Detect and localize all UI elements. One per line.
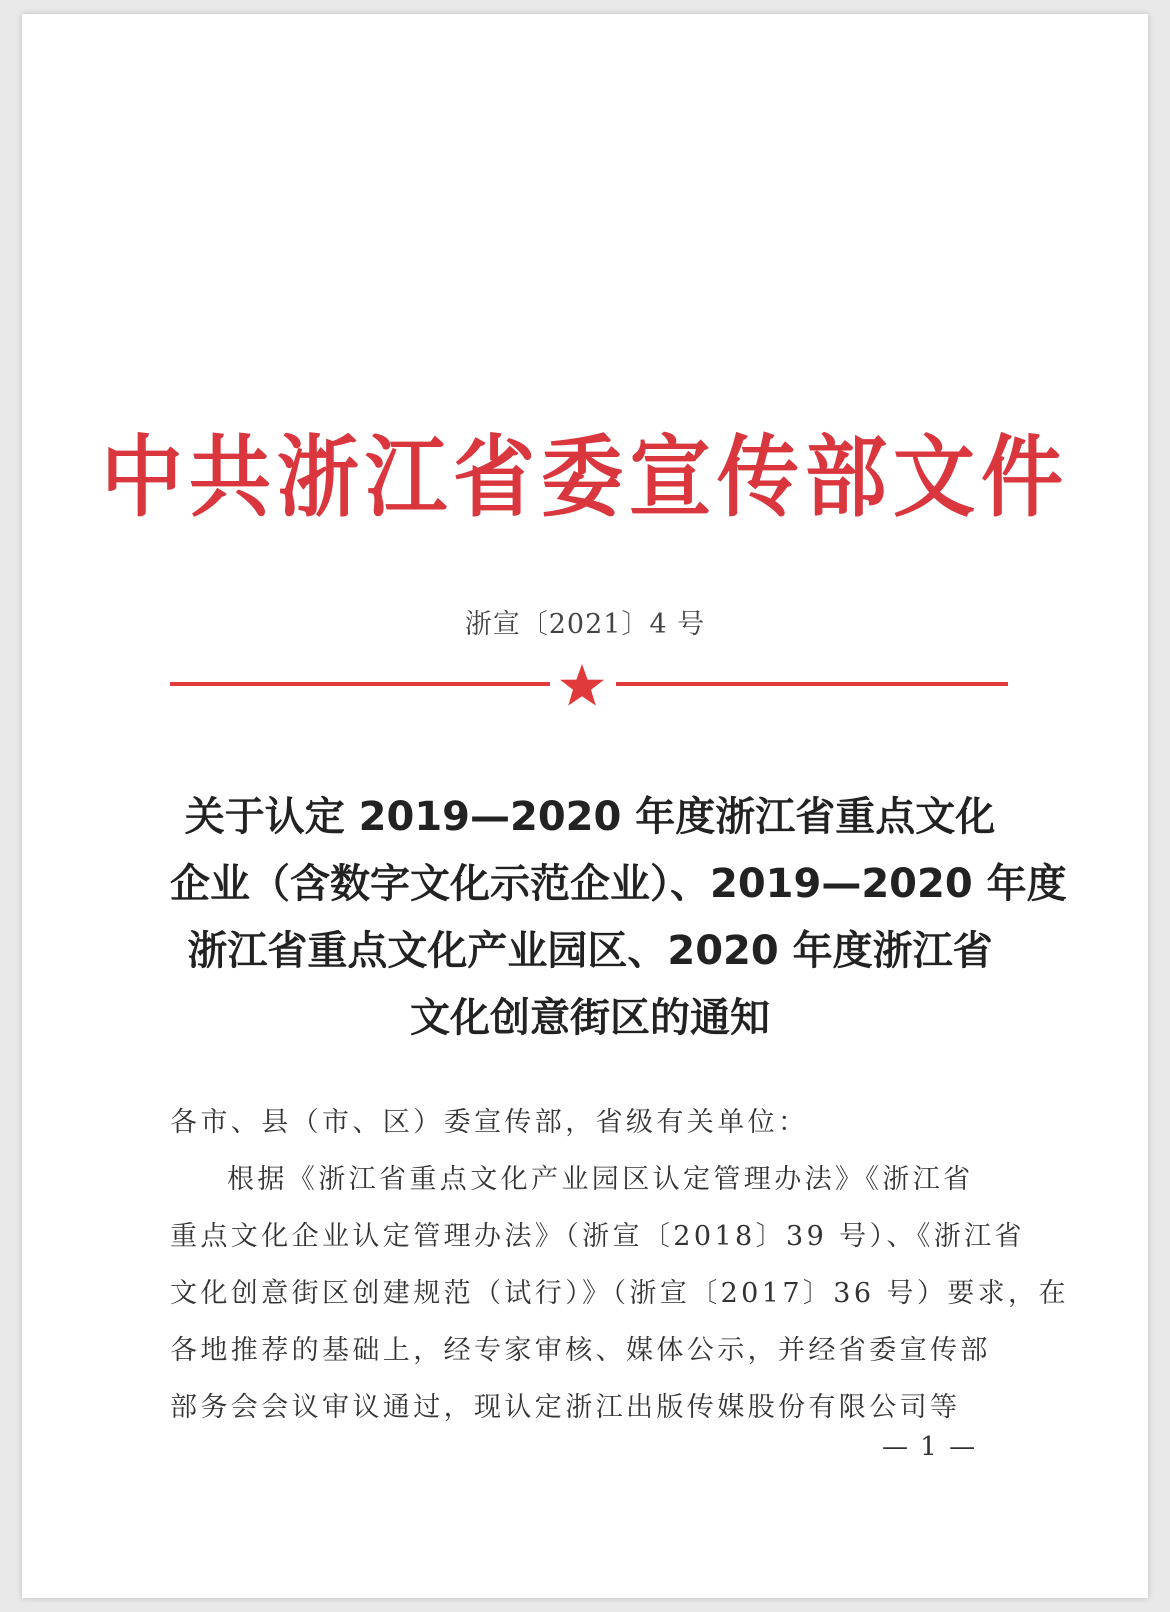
body-line: 文化创意街区创建规范（试行）》（浙宣〔2017〕36 号）要求，在 bbox=[170, 1278, 1069, 1309]
notice-body bbox=[170, 1094, 1069, 1436]
document-page bbox=[22, 14, 1148, 1598]
notice-title-line: 关于认定 2019—2020 年度浙江省重点文化 bbox=[184, 794, 996, 840]
notice-title bbox=[170, 784, 1067, 1052]
body-line: 各地推荐的基础上，经专家审核、媒体公示，并经省委宣传部 bbox=[170, 1335, 991, 1366]
red-divider-right bbox=[616, 682, 1008, 686]
red-divider-left bbox=[170, 682, 550, 686]
salutation: 各市、县（市、区）委宣传部，省级有关单位： bbox=[170, 1107, 809, 1138]
body-line: 部务会会议审议通过，现认定浙江出版传媒股份有限公司等 bbox=[170, 1392, 961, 1423]
issuing-authority-header: 中共浙江省委宣传部文件 bbox=[100, 426, 1069, 530]
notice-title-line: 企业（含数字文化示范企业）、2019—2020 年度 bbox=[170, 861, 1067, 907]
notice-title-line: 文化创意街区的通知 bbox=[410, 995, 770, 1041]
red-star-icon bbox=[558, 662, 606, 708]
body-line: 根据《浙江省重点文化产业园区认定管理办法》《浙江省 bbox=[227, 1164, 974, 1195]
page-number: — 1 — bbox=[882, 1432, 978, 1462]
body-line: 重点文化企业认定管理办法》（浙宣〔2018〕39 号）、《浙江省 bbox=[170, 1221, 1025, 1252]
notice-title-line: 浙江省重点文化产业园区、2020 年度浙江省 bbox=[187, 928, 993, 974]
document-number: 浙宣〔2021〕4 号 bbox=[464, 609, 706, 640]
